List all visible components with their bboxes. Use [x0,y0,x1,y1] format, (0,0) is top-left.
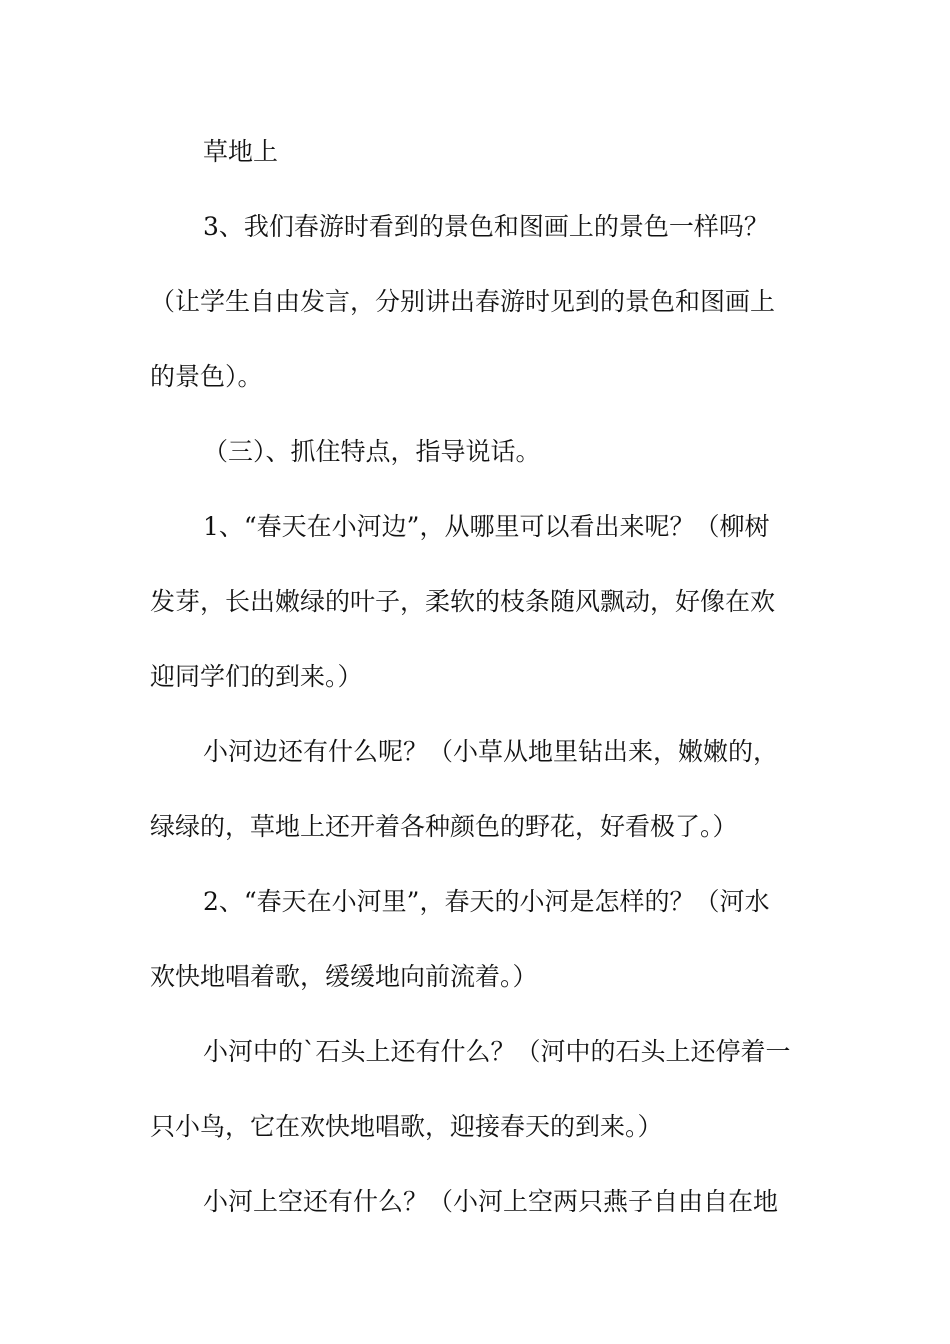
text-line: 迎同学们的到来。） [150,662,363,691]
text-line: 小河边还有什么呢？（小草从地里钻出来，嫩嫩的， [203,737,779,766]
text-line: 草地上 [203,137,279,166]
text-line: 小河上空还有什么？（小河上空两只燕子自由自在地 [203,1187,779,1216]
text-line: 欢快地唱着歌，缓缓地向前流着。） [150,962,538,991]
section-heading: （三）、抓住特点，指导说话。 [203,437,541,466]
text-line: 2、“春天在小河里”，春天的小河是怎样的？（河水 [203,887,770,916]
text-line: 只小鸟，它在欢快地唱歌，迎接春天的到来。） [150,1112,663,1141]
text-line: 3、我们春游时看到的景色和图画上的景色一样吗？ [203,212,769,241]
text-line: （让学生自由发言，分别讲出春游时见到的景色和图画上 [150,287,776,316]
text-line: 1、“春天在小河边”，从哪里可以看出来呢？（柳树 [203,512,770,541]
text-line: 绿绿的，草地上还开着各种颜色的野花，好看极了。） [150,812,738,841]
text-line: 发芽，长出嫩绿的叶子，柔软的枝条随风飘动，好像在欢 [150,587,776,616]
text-line: 小河中的`石头上还有什么？（河中的石头上还停着一 [203,1037,791,1066]
text-line: 的景色）。 [150,362,263,391]
